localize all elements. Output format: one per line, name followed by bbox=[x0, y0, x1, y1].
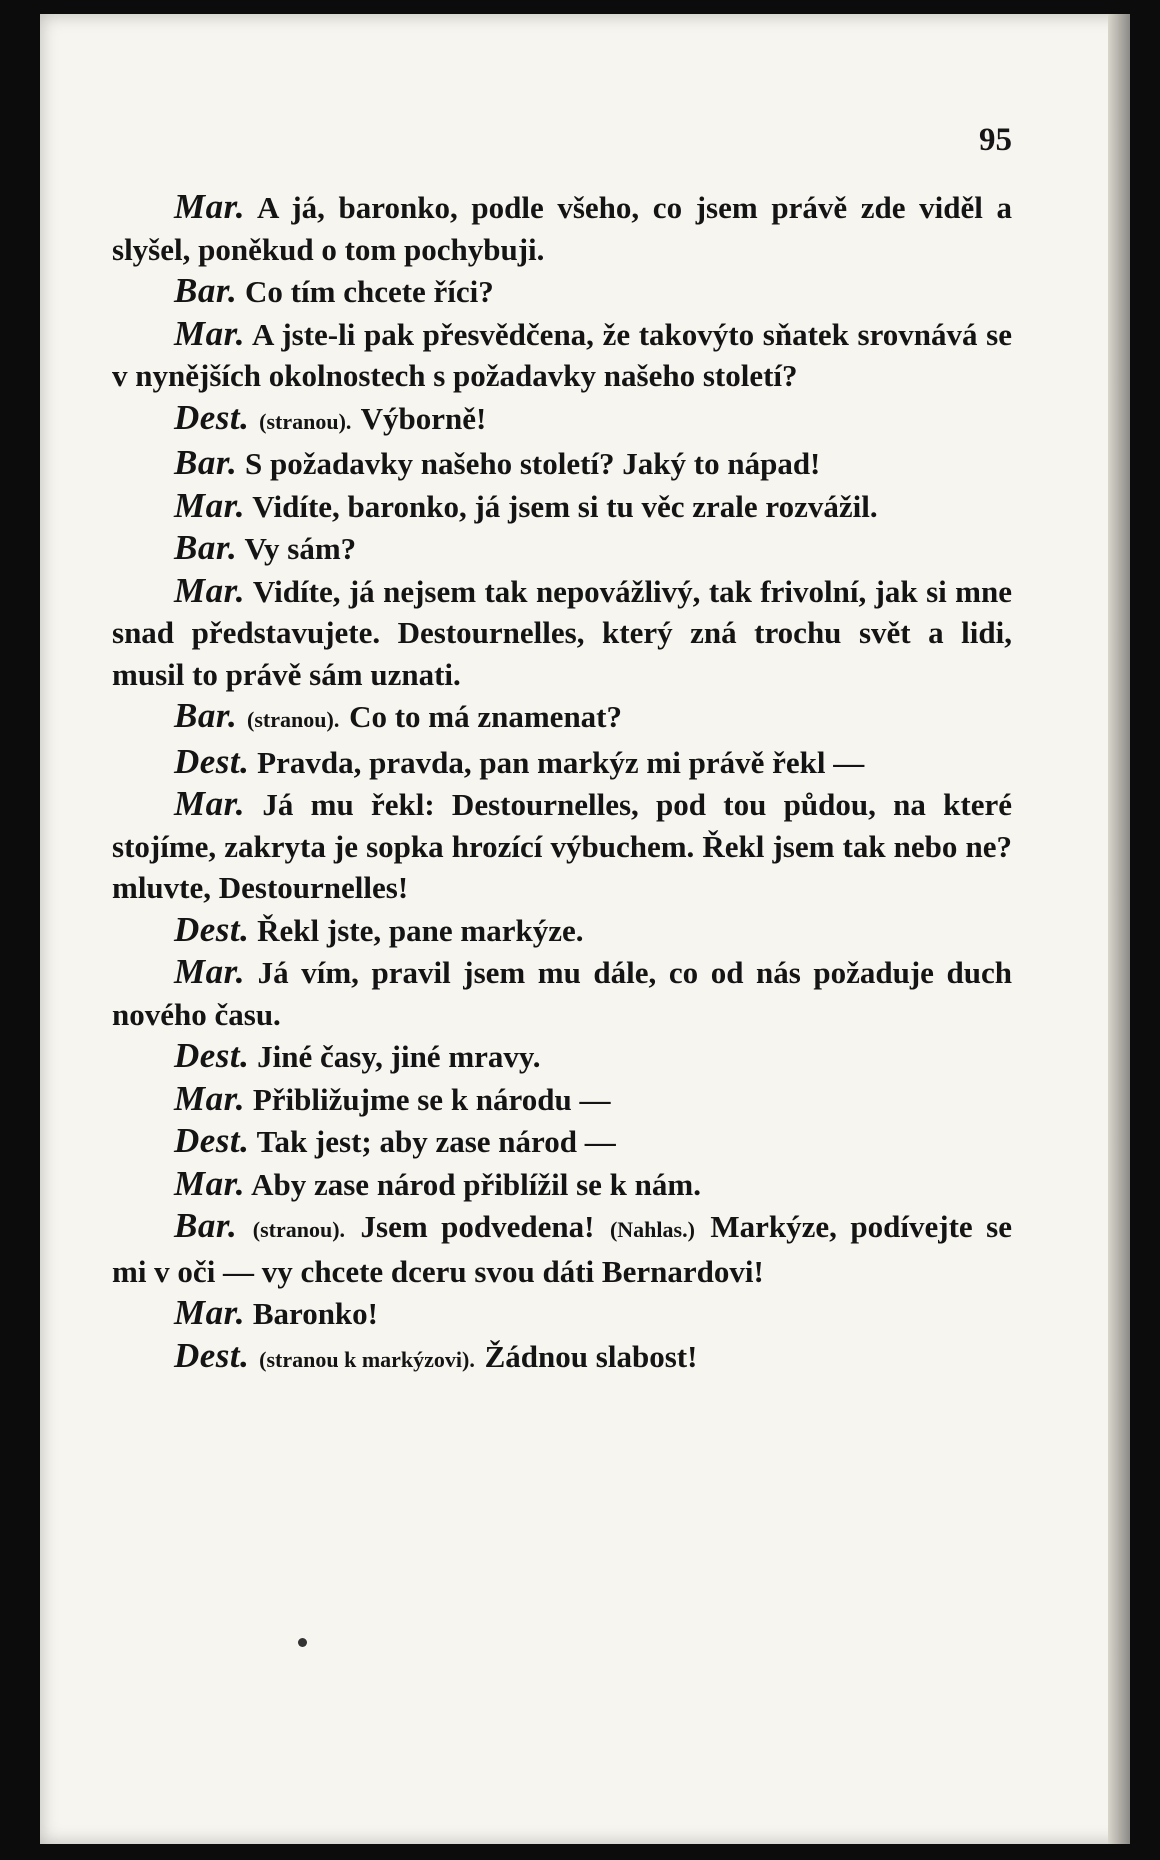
speech-line bbox=[112, 1120, 1012, 1163]
speech-line bbox=[112, 1078, 1012, 1121]
stage-direction: (stranou). bbox=[252, 1217, 346, 1242]
speech-text: A jste-li pak přesvědčena, že takovýto sňatek srovnává se v nynějších okolnostech s požadavky našeho století? bbox=[112, 316, 1012, 393]
speech-text: Co to má znamenat? bbox=[349, 699, 623, 734]
page-number: 95 bbox=[979, 122, 1012, 158]
speech-line bbox=[112, 442, 1012, 485]
speech-line bbox=[112, 1335, 1012, 1381]
speech-text: Baronko! bbox=[252, 1296, 378, 1331]
speech-line bbox=[112, 783, 1012, 909]
speech-line bbox=[112, 1205, 1012, 1292]
speech-line bbox=[112, 397, 1012, 443]
speech-line bbox=[112, 570, 1012, 696]
speaker-name: Mar. bbox=[174, 485, 246, 525]
speaker-name: Bar. bbox=[174, 528, 238, 567]
speech-text: Pravda, pravda, pan markýz mi právě řekl — bbox=[257, 744, 865, 780]
speech-text: Řekl jste, pane markýze. bbox=[257, 912, 584, 948]
speaker-name: Mar. bbox=[174, 784, 246, 823]
speech-line bbox=[112, 695, 1012, 741]
speaker-name: Dest. bbox=[174, 909, 250, 949]
speaker-name: Mar. bbox=[174, 1163, 246, 1203]
speech-text: Jiné časy, jiné mravy. bbox=[257, 1039, 541, 1074]
speech-text: S požadavky našeho století? Jaký to nápad! bbox=[245, 446, 821, 481]
speech-line bbox=[112, 485, 1012, 528]
speaker-name: Mar. bbox=[174, 1078, 246, 1118]
speech-text: Co tím chcete říci? bbox=[245, 274, 494, 309]
page-edge bbox=[1108, 14, 1130, 1844]
speech-line bbox=[112, 313, 1012, 397]
speaker-name: Mar. bbox=[174, 1293, 246, 1332]
speech-line bbox=[112, 527, 1012, 570]
speech-text: Výborně! bbox=[360, 400, 487, 436]
speaker-name: Mar. bbox=[174, 570, 246, 610]
speaker-name: Bar. bbox=[174, 271, 238, 310]
speaker-name: Mar. bbox=[174, 313, 246, 353]
speech-text: Já mu řekl: Destournelles, pod tou půdou, na které stojíme, zakryta je sopka hrozící výbuchem. Řekl jsem tak nebo ne? mluvte, Destournelles! bbox=[112, 787, 1012, 905]
speech-text: Přibližujme se k národu — bbox=[252, 1081, 611, 1117]
speech-text: Tak jest; aby zase národ — bbox=[256, 1124, 616, 1159]
speech-text: A já, baronko, podle všeho, co jsem právě zde viděl a slyšel, poněkud o tom pochybuji. bbox=[112, 190, 1012, 267]
speech-line bbox=[112, 1292, 1012, 1335]
speech-line bbox=[112, 270, 1012, 313]
speech-text: Vy sám? bbox=[244, 531, 357, 566]
speaker-name: Mar. bbox=[174, 952, 246, 991]
speech-text: Vidíte, já nejsem tak nepovážlivý, tak frivolní, jak si mne snad představujete. Destournelles, který zná trochu svět a lidi, musil to právě sám uznati. bbox=[112, 573, 1012, 692]
speech-text: Markýze, podívejte se mi v oči — vy chcete dceru svou dáti Bernardovi! bbox=[112, 1209, 1012, 1289]
dialogue-text bbox=[112, 186, 1012, 1380]
book-page bbox=[40, 14, 1130, 1844]
speaker-name: Bar. bbox=[174, 443, 238, 482]
stage-direction: (stranou). bbox=[247, 707, 340, 732]
speaker-name: Bar. bbox=[174, 696, 238, 735]
speaker-name: Mar. bbox=[174, 187, 246, 226]
speech-line bbox=[112, 186, 1012, 270]
speech-text: Žádnou slabost! bbox=[484, 1338, 698, 1374]
speech-text: Aby zase národ přiblížil se k nám. bbox=[251, 1166, 701, 1202]
stage-direction: (stranou). bbox=[259, 408, 352, 434]
speech-text: Vidíte, baronko, já jsem si tu věc zrale rozvážil. bbox=[252, 488, 878, 524]
speech-text: Já vím, pravil jsem mu dále, co od nás požaduje duch nového času. bbox=[112, 955, 1012, 1032]
speaker-name: Dest. bbox=[174, 741, 250, 781]
speech-line bbox=[112, 1035, 1012, 1078]
stage-direction: (stranou k markýzovi). bbox=[259, 1346, 475, 1372]
speech-line bbox=[112, 951, 1012, 1035]
stage-direction: (Nahlas.) bbox=[609, 1217, 695, 1242]
speaker-name: Dest. bbox=[174, 1335, 250, 1375]
speech-line bbox=[112, 741, 1012, 784]
speech-line bbox=[112, 909, 1012, 952]
speaker-name: Dest. bbox=[174, 397, 250, 437]
speaker-name: Dest. bbox=[174, 1036, 250, 1075]
speaker-name: Bar. bbox=[174, 1206, 238, 1245]
speech-line bbox=[112, 1163, 1012, 1206]
speech-text: Jsem podvedena! bbox=[360, 1209, 595, 1244]
ink-speck bbox=[298, 1638, 307, 1647]
speaker-name: Dest. bbox=[174, 1121, 250, 1160]
